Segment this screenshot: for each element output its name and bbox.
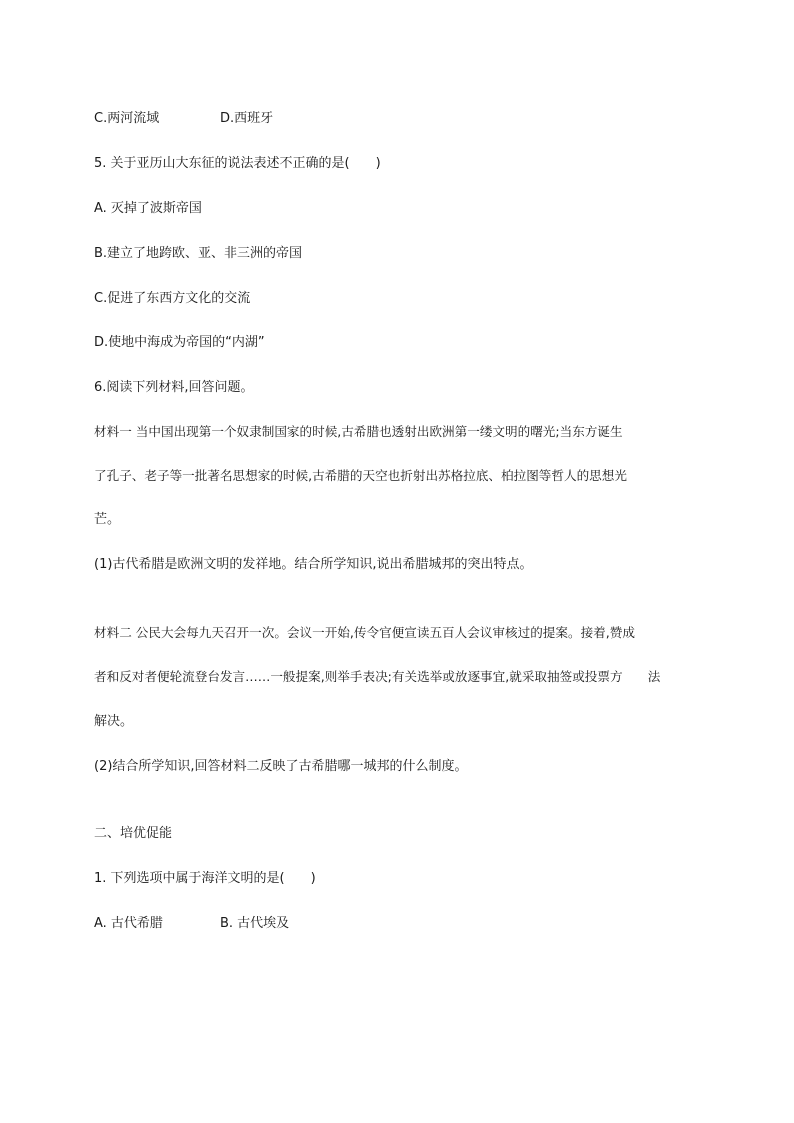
s2q1-stem: 1. 下列选项中属于海洋文明的是( )	[94, 871, 316, 886]
q6-subquestion-2: (2)结合所学知识,回答材料二反映了古希腊哪一城邦的什么制度。	[94, 759, 468, 774]
q5-option-a: A. 灭掉了波斯帝国	[94, 201, 202, 216]
q6-material1-line1: 材料一 当中国出现第一个奴隶制国家的时候,古希腊也透射出欧洲第一缕文明的曙光;当东方诞生	[94, 424, 623, 439]
q6-material2-line2: 者和反对者便轮流登台发言……一般提案,则举手表决;有关选举或放逐事宜,就采取抽签或投票方 法	[94, 669, 661, 684]
s2q1-option-b: B. 古代埃及	[220, 916, 290, 931]
section-heading: 二、培优促能	[94, 826, 173, 841]
q6-material2-line3: 解决。	[94, 714, 134, 729]
q5-option-d: D.使地中海成为帝国的“内湖”	[94, 335, 265, 350]
q6-material1-line3: 芒。	[94, 512, 121, 527]
q4-option-d: D.西班牙	[220, 111, 274, 126]
q6-material1-line2: 了孔子、老子等一批著名思想家的时候,古希腊的天空也折射出苏格拉底、柏拉图等哲人的思想光	[94, 468, 627, 483]
q4-option-c: C.两河流域	[94, 111, 160, 126]
s2q1-option-a: A. 古代希腊	[94, 916, 163, 931]
q6-material2-line1: 材料二 公民大会每九天召开一次。会议一开始,传令官便宣读五百人会议审核过的提案。接着,赞成	[94, 625, 635, 640]
q6-subquestion-1: (1)古代希腊是欧洲文明的发祥地。结合所学知识,说出希腊城邦的突出特点。	[94, 557, 533, 572]
q6-stem: 6.阅读下列材料,回答问题。	[94, 380, 254, 395]
q5-option-c: C.促进了东西方文化的交流	[94, 291, 251, 306]
q5-option-b: B.建立了地跨欧、亚、非三洲的帝国	[94, 246, 303, 261]
q5-stem: 5. 关于亚历山大东征的说法表述不正确的是( )	[94, 156, 381, 171]
